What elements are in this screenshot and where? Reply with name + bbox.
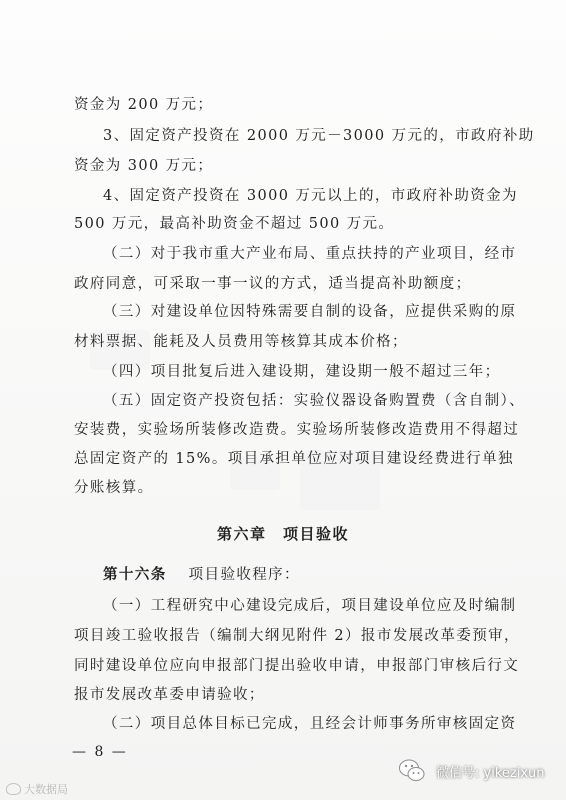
watermark-right-text: 微信号: yikezixun xyxy=(436,765,545,781)
body-line: 总固定资产的 15%。项目承担单位应对项目建设经费进行单独 xyxy=(74,451,514,467)
article-label: 第十六条 xyxy=(103,567,167,583)
wechat-icon xyxy=(398,757,426,785)
body-line: 报市发展改革委申请验收； xyxy=(74,687,265,703)
body-line: （一）工程研究中心建设完成后，项目建设单位应及时编制 xyxy=(103,598,517,614)
article-heading xyxy=(103,566,300,584)
body-line: 3、固定资产投资在 2000 万元－3000 万元的，市政府补助 xyxy=(103,128,535,144)
body-line: （五）固定资产投资包括：实验仪器设备购置费（含自制）、 xyxy=(103,393,526,409)
weibo-icon xyxy=(6,783,21,795)
body-line: 4、固定资产投资在 3000 万元以上的，市政府补助资金为 xyxy=(103,188,518,204)
body-line: 资金为 300 万元； xyxy=(74,158,214,174)
body-line: 500 万元，最高补助资金不超过 500 万元。 xyxy=(74,216,395,232)
body-line: 分账核算。 xyxy=(74,480,154,496)
body-line: 安装费，实验场所装修改造费。实验场所装修改造费用不得超过 xyxy=(74,422,520,438)
body-line: （二）项目总体目标已完成，且经会计师事务所审核固定资 xyxy=(103,716,517,732)
chapter-title: 第六章 项目验收 xyxy=(216,525,349,543)
body-line: 同时建设单位应向申报部门提出验收申请，申报部门审核后行文 xyxy=(74,658,520,674)
body-line: 项目竣工验收报告（编制大纲见附件 2）报市发展改革委预审， xyxy=(74,628,520,644)
body-line: （二）对于我市重大产业布局、重点扶持的产业项目，经市 xyxy=(103,246,517,262)
watermark-right xyxy=(398,757,545,785)
body-line: 材料票据、能耗及人员费用等核算其成本价格； xyxy=(74,334,408,350)
body-line: 政府同意，可采取一事一议的方式，适当提高补助额度； xyxy=(74,276,472,292)
body-line: （三）对建设单位因特殊需要自制的设备，应提供采购的原 xyxy=(103,304,517,320)
article-title: 项目验收程序： xyxy=(188,567,300,583)
watermark-left-text: 大数据局 xyxy=(24,783,68,796)
body-line: 资金为 200 万元； xyxy=(74,97,214,113)
watermark-left xyxy=(6,781,68,797)
body-line: （四）项目批复后进入建设期，建设期一般不超过三年； xyxy=(103,364,501,380)
page-number: — 8 — xyxy=(72,744,128,760)
